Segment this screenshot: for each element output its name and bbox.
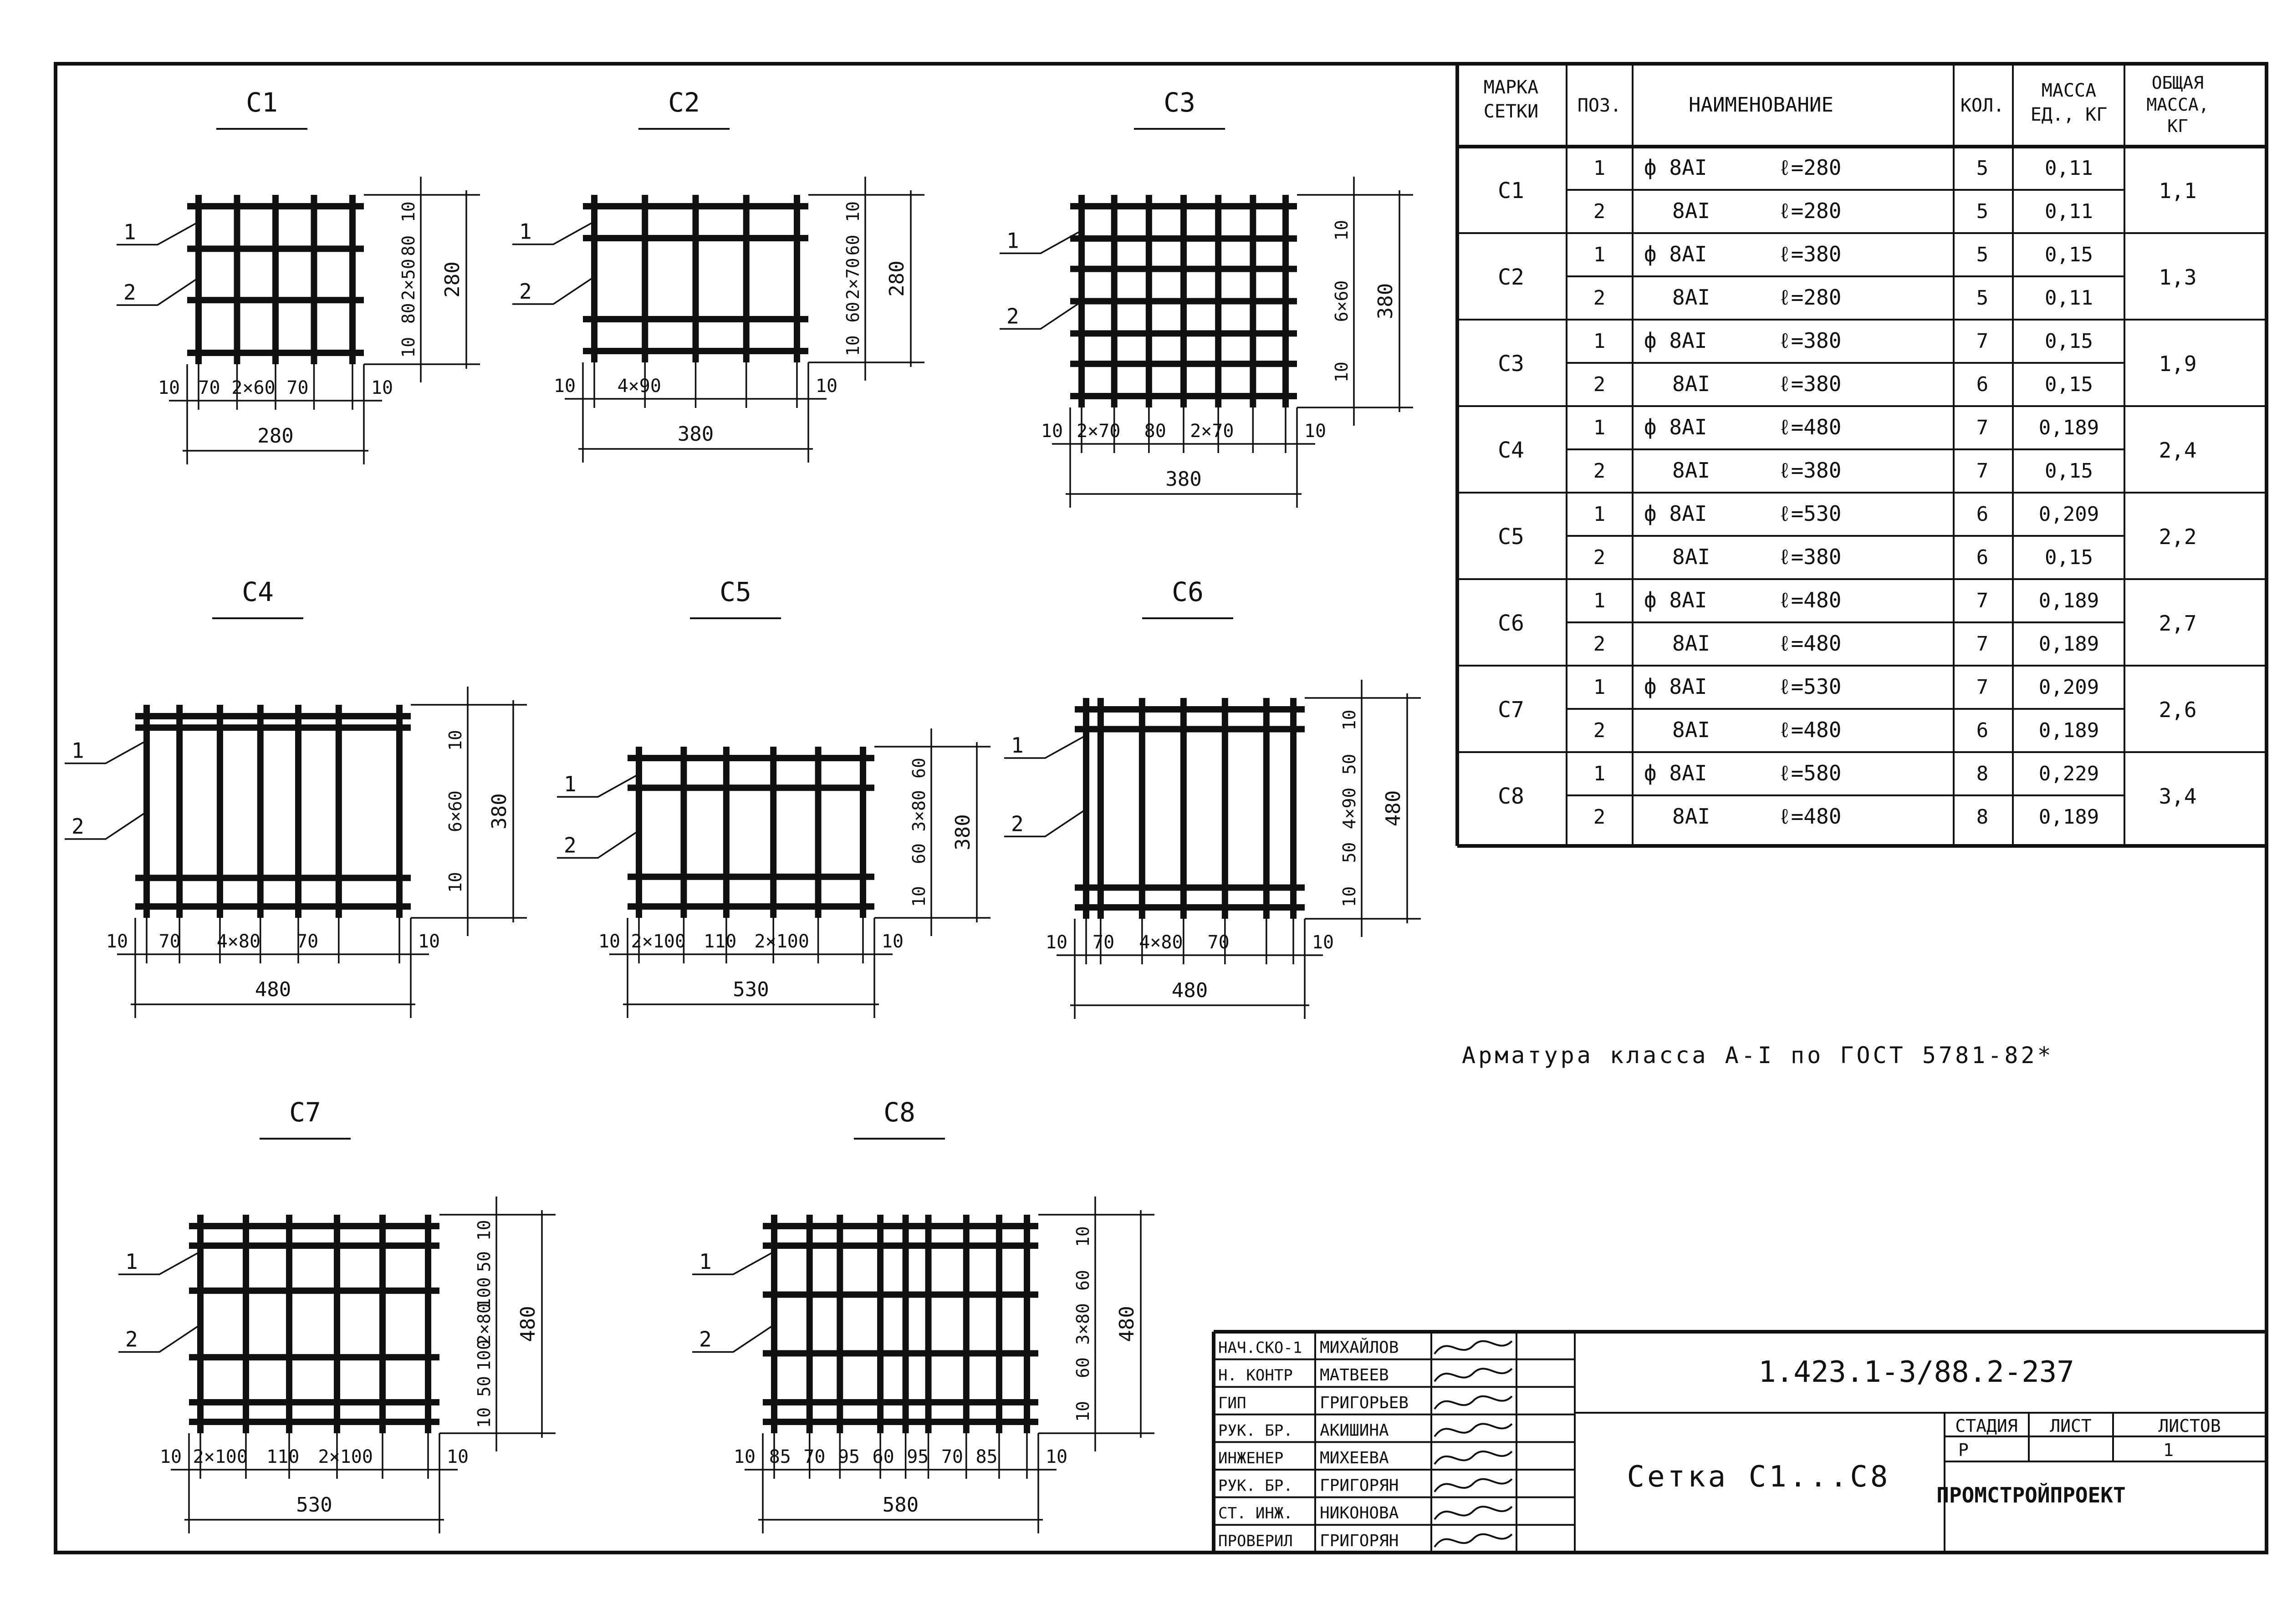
spec-unit-mass: 0,15: [2045, 546, 2093, 569]
dim-label-horizontal: 10: [1312, 932, 1334, 953]
header-pos: ПОЗ.: [1577, 95, 1622, 116]
dim-label-horizontal: 2×70: [1190, 421, 1234, 442]
dim-label-horizontal: 10: [815, 376, 838, 397]
signatory-name: АКИШИНА: [1320, 1421, 1389, 1440]
spec-total-mass: 1,9: [2159, 351, 2197, 376]
signature-mark: [1435, 1396, 1512, 1409]
dim-label-horizontal: 70: [1093, 932, 1115, 953]
dim-label-horizontal: 95: [837, 1446, 860, 1467]
spec-pos: 2: [1593, 459, 1606, 483]
spec-qty: 7: [1976, 416, 1989, 439]
signatory-role: НАЧ.СКО-1: [1218, 1339, 1302, 1357]
mesh-title: С3: [1164, 87, 1195, 118]
signature-mark: [1435, 1534, 1512, 1547]
spec-mark: С5: [1498, 524, 1524, 550]
dim-label-vertical: 60: [909, 758, 929, 779]
spec-bar-length: ℓ=280: [1778, 285, 1842, 310]
dim-label-vertical: 10: [1332, 361, 1352, 383]
pos-1-label: 1: [564, 772, 577, 797]
spec-bar-length: ℓ=380: [1778, 242, 1842, 266]
dim-label-horizontal: 2×100: [318, 1446, 373, 1467]
dim-label-horizontal: 70: [803, 1446, 826, 1467]
spec-pos: 2: [1593, 632, 1606, 656]
pos-1-label: 1: [125, 1249, 138, 1274]
dim-label-vertical: 60: [1073, 1270, 1093, 1291]
spec-bar-name: 8АI: [1672, 631, 1710, 656]
dim-label-total-height: 280: [441, 261, 464, 298]
signatory-role: СТ. ИНЖ.: [1218, 1504, 1293, 1523]
spec-unit-mass: 0,11: [2045, 286, 2093, 310]
dim-label-vertical: 10: [474, 1220, 494, 1241]
spec-qty: 5: [1976, 157, 1989, 180]
signatory-role: ИНЖЕНЕР: [1218, 1449, 1284, 1467]
dim-label-vertical: 2×50: [398, 259, 419, 300]
dim-label-horizontal: 10: [106, 931, 128, 952]
signature-mark: [1435, 1341, 1512, 1354]
spec-total-mass: 2,7: [2159, 611, 2197, 636]
spec-bar-name: ф 8АI: [1644, 415, 1707, 439]
header-total-mass-line3: КГ: [2167, 116, 2188, 136]
dim-label-total-height: 380: [1374, 283, 1397, 320]
dim-label-total-width: 530: [733, 978, 769, 1001]
spec-pos: 1: [1593, 330, 1606, 353]
pos-2-label: 2: [71, 814, 84, 839]
header-unit-mass-line2: ЕД., КГ: [2030, 104, 2108, 125]
spec-mark: С4: [1498, 438, 1524, 463]
dim-label-vertical: 10: [843, 201, 863, 222]
organization-name: ПРОМСТРОЙПРОЕКТ: [1936, 1483, 2126, 1507]
spec-bar-name: ф 8АI: [1644, 242, 1707, 266]
dim-label-vertical: 10: [1339, 886, 1359, 907]
spec-bar-length: ℓ=380: [1778, 372, 1842, 396]
spec-total-mass: 2,2: [2159, 524, 2197, 549]
signatory-name: МИХАЙЛОВ: [1320, 1338, 1399, 1357]
spec-unit-mass: 0,189: [2038, 416, 2099, 439]
dim-label-vertical: 2×80: [474, 1303, 494, 1345]
spec-bar-name: 8АI: [1672, 804, 1710, 829]
mesh-1: [117, 87, 480, 464]
dim-label-total-width: 480: [255, 978, 291, 1001]
pos-1-label: 1: [1006, 228, 1019, 253]
signatory-role: РУК. БР.: [1218, 1421, 1293, 1440]
spec-bar-length: ℓ=480: [1778, 415, 1842, 439]
dim-label-vertical: 6×60: [1332, 280, 1352, 322]
dim-label-vertical: 10: [1332, 219, 1352, 241]
spec-unit-mass: 0,11: [2045, 157, 2093, 180]
spec-total-mass: 1,3: [2159, 265, 2197, 290]
dim-label-total-width: 580: [882, 1493, 919, 1517]
dim-label-horizontal: 10: [553, 376, 576, 397]
dim-label-vertical: 80: [398, 303, 419, 324]
pos-1-label: 1: [699, 1249, 712, 1274]
spec-bar-length: ℓ=580: [1778, 761, 1842, 785]
spec-bar-length: ℓ=530: [1778, 501, 1842, 526]
mesh-title: С8: [883, 1097, 915, 1128]
dim-label-horizontal: 70: [286, 377, 309, 398]
dim-label-horizontal: 70: [1207, 932, 1230, 953]
spec-qty: 6: [1976, 373, 1989, 396]
spec-unit-mass: 0,229: [2038, 762, 2099, 785]
sheets-value: 1: [2163, 1440, 2174, 1460]
dim-label-horizontal: 10: [598, 931, 621, 952]
spec-bar-name: 8АI: [1672, 372, 1710, 396]
spec-pos: 1: [1593, 762, 1606, 785]
spec-mark: С2: [1498, 265, 1524, 290]
dim-label-total-height: 480: [1115, 1306, 1138, 1342]
spec-unit-mass: 0,15: [2045, 459, 2093, 483]
spec-bar-length: ℓ=380: [1778, 328, 1842, 353]
spec-pos: 1: [1593, 676, 1606, 699]
dim-label-horizontal: 10: [1045, 932, 1068, 953]
mesh-4: [65, 576, 527, 1018]
dim-label-horizontal: 10: [418, 931, 440, 952]
dim-label-total-height: 380: [951, 814, 975, 850]
dim-label-horizontal: 10: [371, 377, 393, 398]
pos-2-label: 2: [123, 280, 136, 305]
spec-qty: 5: [1976, 200, 1989, 223]
dim-label-horizontal: 2×60: [231, 377, 276, 398]
spec-pos: 1: [1593, 243, 1606, 266]
dim-label-vertical: 3×80: [1073, 1303, 1093, 1345]
dim-label-vertical: 50: [1339, 842, 1359, 863]
spec-pos: 2: [1593, 286, 1606, 310]
mesh-title: С5: [720, 576, 751, 607]
spec-bar-name: 8АI: [1672, 458, 1710, 483]
spec-pos: 1: [1593, 503, 1606, 526]
dim-label-vertical: 60: [909, 843, 929, 864]
dim-label-horizontal: 10: [158, 377, 180, 398]
stage-label: СТАДИЯ: [1955, 1416, 2018, 1436]
signatory-name: МИХЕЕВА: [1320, 1449, 1389, 1467]
dim-label-vertical: 60: [843, 301, 863, 323]
spec-qty: 7: [1976, 459, 1989, 483]
spec-qty: 6: [1976, 503, 1989, 526]
spec-qty: 7: [1976, 632, 1989, 656]
spec-bar-name: ф 8АI: [1644, 674, 1707, 699]
mesh-title: С7: [289, 1097, 321, 1128]
signatory-name: НИКОНОВА: [1320, 1504, 1399, 1523]
spec-bar-length: ℓ=280: [1778, 199, 1842, 223]
spec-bar-length: ℓ=480: [1778, 588, 1842, 612]
signatory-role: ГИП: [1218, 1394, 1246, 1412]
dim-label-horizontal: 70: [941, 1446, 964, 1467]
reinforcement-note: Арматура класса А-I по ГОСТ 5781-82*: [1462, 1042, 2054, 1069]
dim-label-total-height: 480: [516, 1306, 540, 1342]
mesh-title: С1: [246, 87, 278, 118]
dim-label-vertical: 100: [474, 1339, 494, 1371]
dim-label-horizontal: 4×80: [1139, 932, 1183, 953]
spec-total-mass: 2,4: [2159, 438, 2197, 463]
dim-label-vertical: 10: [843, 335, 863, 356]
dim-label-vertical: 50: [474, 1376, 494, 1397]
spec-qty: 5: [1976, 286, 1989, 310]
dim-label-total-height: 280: [885, 260, 909, 297]
dim-label-horizontal: 2×100: [193, 1446, 248, 1467]
stage-value: Р: [1958, 1440, 1969, 1460]
dim-label-total-width: 380: [677, 423, 714, 446]
spec-qty: 8: [1976, 805, 1989, 829]
spec-pos: 2: [1593, 200, 1606, 223]
header-name: НАИМЕНОВАНИЕ: [1689, 93, 1833, 117]
mesh-3: [1000, 87, 1413, 508]
dim-label-horizontal: 60: [872, 1446, 894, 1467]
header-qty: КОЛ.: [1960, 95, 2005, 116]
dim-label-horizontal: 85: [975, 1446, 998, 1467]
mesh-7: [118, 1097, 556, 1533]
spec-unit-mass: 0,15: [2045, 373, 2093, 396]
spec-qty: 7: [1976, 330, 1989, 353]
pos-1-label: 1: [71, 738, 84, 763]
spec-qty: 8: [1976, 762, 1989, 785]
dim-label-horizontal: 10: [1041, 421, 1063, 442]
spec-bar-name: 8АI: [1672, 285, 1710, 310]
dim-label-vertical: 4×90: [1339, 787, 1359, 830]
signatory-name: ГРИГОРЬЕВ: [1320, 1393, 1409, 1412]
dim-label-horizontal: 110: [704, 931, 737, 952]
dim-label-vertical: 2×70: [843, 258, 863, 300]
dim-label-vertical: 60: [1073, 1357, 1093, 1378]
dim-label-vertical: 100: [474, 1277, 494, 1308]
dim-label-total-width: 530: [296, 1493, 332, 1517]
spec-pos: 1: [1593, 589, 1606, 612]
mesh-6: [1004, 576, 1421, 1019]
mesh-title: С2: [668, 87, 700, 118]
dim-label-horizontal: 2×100: [754, 931, 809, 952]
sheet-frame: [56, 64, 2267, 1553]
spec-qty: 7: [1976, 589, 1989, 612]
header-mark-line2: СЕТКИ: [1483, 101, 1539, 122]
pos-2-label: 2: [1011, 811, 1024, 836]
spec-bar-length: ℓ=480: [1778, 631, 1842, 656]
dim-label-vertical: 80: [398, 235, 419, 256]
mesh-title: С4: [242, 576, 274, 607]
spec-pos: 2: [1593, 805, 1606, 829]
spec-pos: 2: [1593, 719, 1606, 742]
spec-table: [1457, 64, 2267, 846]
signatory-role: ПРОВЕРИЛ: [1218, 1532, 1293, 1550]
document-code: 1.423.1-3/88.2-237: [1758, 1355, 2074, 1389]
dim-label-horizontal: 80: [1144, 421, 1166, 442]
mesh-drawings: [65, 87, 1421, 1533]
spec-unit-mass: 0,15: [2045, 330, 2093, 353]
dim-label-horizontal: 70: [296, 931, 319, 952]
spec-unit-mass: 0,209: [2038, 676, 2099, 699]
spec-bar-name: 8АI: [1672, 718, 1710, 742]
spec-mark: С7: [1498, 697, 1524, 723]
spec-unit-mass: 0,15: [2045, 243, 2093, 266]
dim-label-horizontal: 10: [446, 1446, 469, 1467]
dim-label-vertical: 10: [445, 730, 465, 751]
spec-qty: 5: [1976, 243, 1989, 266]
spec-unit-mass: 0,11: [2045, 200, 2093, 223]
spec-unit-mass: 0,209: [2038, 503, 2099, 526]
spec-bar-name: ф 8АI: [1644, 588, 1707, 612]
dim-label-total-width: 380: [1165, 468, 1202, 491]
dim-label-total-width: 480: [1171, 979, 1208, 1002]
signature-mark: [1435, 1369, 1512, 1381]
dim-label-horizontal: 10: [733, 1446, 756, 1467]
dim-label-vertical: 10: [1073, 1401, 1093, 1422]
dim-label-vertical: 10: [398, 201, 419, 223]
dim-label-horizontal: 70: [198, 377, 220, 398]
signature-mark: [1435, 1479, 1512, 1492]
dim-label-horizontal: 85: [769, 1446, 791, 1467]
spec-qty: 6: [1976, 546, 1989, 569]
dim-label-horizontal: 110: [266, 1446, 300, 1467]
signatory-name: МАТВЕЕВ: [1320, 1366, 1389, 1385]
dim-label-vertical: 10: [1339, 709, 1359, 731]
spec-total-mass: 2,6: [2159, 697, 2197, 722]
pos-1-label: 1: [1011, 733, 1024, 758]
signature-mark: [1435, 1424, 1512, 1436]
dim-label-vertical: 10: [474, 1407, 494, 1428]
spec-bar-length: ℓ=280: [1778, 155, 1842, 180]
dim-label-horizontal: 70: [158, 931, 181, 952]
spec-unit-mass: 0,189: [2038, 589, 2099, 612]
signature-mark: [1435, 1451, 1512, 1464]
dim-label-horizontal: 95: [907, 1446, 929, 1467]
pos-2-label: 2: [699, 1327, 712, 1352]
dim-label-horizontal: 10: [159, 1446, 182, 1467]
mesh-2: [512, 87, 924, 463]
spec-mark: С3: [1498, 351, 1524, 377]
sheet-label: ЛИСТ: [2050, 1416, 2092, 1436]
dim-label-horizontal: 10: [1045, 1446, 1068, 1467]
dim-label-horizontal: 4×90: [617, 376, 661, 397]
mesh-5: [557, 576, 990, 1018]
spec-qty: 7: [1976, 676, 1989, 699]
spec-unit-mass: 0,189: [2038, 632, 2099, 656]
dim-label-vertical: 3×80: [909, 790, 929, 832]
spec-mark: С1: [1498, 178, 1524, 204]
mesh-title: С6: [1172, 576, 1204, 607]
mesh-8: [692, 1097, 1154, 1533]
spec-pos: 1: [1593, 157, 1606, 180]
title-block: [1214, 1332, 2267, 1553]
spec-total-mass: 3,4: [2159, 784, 2197, 809]
signatory-role: Н. КОНТР: [1218, 1366, 1293, 1385]
header-total-mass-line1: ОБЩАЯ: [2151, 73, 2204, 93]
pos-2-label: 2: [564, 833, 577, 858]
pos-1-label: 1: [123, 219, 136, 244]
dim-label-vertical: 50: [474, 1251, 494, 1272]
dim-label-horizontal: 2×100: [631, 931, 686, 952]
dim-label-horizontal: 2×70: [1077, 421, 1121, 442]
header-mark-line1: МАРКА: [1483, 77, 1539, 98]
header-total-mass-line2: МАССА,: [2146, 95, 2209, 115]
spec-total-mass: 1,1: [2159, 178, 2197, 203]
spec-unit-mass: 0,189: [2038, 719, 2099, 742]
pos-1-label: 1: [519, 219, 532, 244]
dim-label-vertical: 6×60: [445, 790, 465, 832]
spec-pos: 1: [1593, 416, 1606, 439]
spec-bar-name: ф 8АI: [1644, 761, 1707, 785]
spec-bar-name: 8АI: [1672, 199, 1710, 223]
dim-label-total-height: 380: [488, 793, 511, 830]
spec-bar-name: ф 8АI: [1644, 501, 1707, 526]
dim-label-horizontal: 10: [881, 931, 904, 952]
dim-label-total-height: 480: [1382, 790, 1405, 827]
signatory-name: ГРИГОРЯН: [1320, 1476, 1399, 1495]
sheets-label: ЛИСТОВ: [2158, 1416, 2221, 1436]
dim-label-vertical: 10: [1073, 1226, 1093, 1247]
spec-bar-name: ф 8АI: [1644, 328, 1707, 353]
spec-bar-length: ℓ=480: [1778, 804, 1842, 829]
drawing-title: Сетка С1...С8: [1627, 1460, 1891, 1494]
dim-label-vertical: 60: [843, 234, 863, 256]
spec-bar-length: ℓ=380: [1778, 545, 1842, 569]
spec-bar-name: ф 8АI: [1644, 155, 1707, 180]
spec-pos: 2: [1593, 546, 1606, 569]
spec-pos: 2: [1593, 373, 1606, 396]
spec-bar-length: ℓ=530: [1778, 674, 1842, 699]
signatory-role: РУК. БР.: [1218, 1476, 1293, 1495]
dim-label-horizontal: 4×80: [216, 931, 261, 952]
dim-label-horizontal: 10: [1304, 421, 1327, 442]
spec-bar-length: ℓ=480: [1778, 718, 1842, 742]
dim-label-vertical: 10: [909, 886, 929, 907]
spec-bar-name: 8АI: [1672, 545, 1710, 569]
spec-bar-length: ℓ=380: [1778, 458, 1842, 483]
dim-label-total-width: 280: [257, 424, 294, 448]
dim-label-vertical: 10: [398, 336, 419, 358]
signatory-name: ГРИГОРЯН: [1320, 1531, 1399, 1550]
pos-2-label: 2: [519, 279, 532, 304]
header-unit-mass-line1: МАССА: [2041, 80, 2097, 101]
pos-2-label: 2: [1006, 304, 1019, 329]
pos-2-label: 2: [125, 1327, 138, 1352]
spec-qty: 6: [1976, 719, 1989, 742]
dim-label-vertical: 50: [1339, 753, 1359, 775]
spec-mark: С6: [1498, 611, 1524, 636]
dim-label-vertical: 10: [445, 872, 465, 893]
signature-mark: [1435, 1507, 1512, 1519]
spec-mark: С8: [1498, 784, 1524, 809]
spec-unit-mass: 0,189: [2038, 805, 2099, 829]
